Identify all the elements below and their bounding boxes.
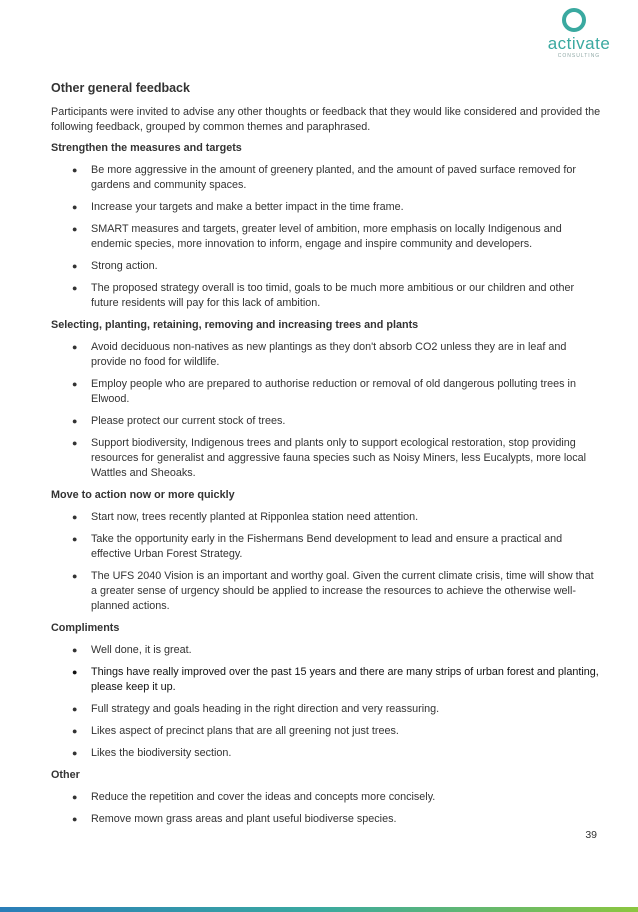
- bullet-icon: ●: [72, 283, 78, 293]
- list-item-text: Likes the biodiversity section.: [91, 747, 232, 759]
- list-item-text: Employ people who are prepared to authorise reduction or removal of old dangerous polluting trees in Elwood.: [91, 378, 576, 405]
- list-item: [51, 200, 601, 215]
- feedback-sections: [51, 141, 601, 827]
- list-item: [51, 724, 601, 739]
- bullet-icon: ●: [72, 416, 78, 426]
- bullet-icon: ●: [72, 261, 78, 271]
- intro-paragraph: Participants were invited to advise any other thoughts or feedback that they would like considered and provided the following feedback, grouped by common themes and paraphrased.: [51, 106, 601, 133]
- bullet-icon: ●: [72, 645, 78, 655]
- bullet-list: [51, 163, 601, 311]
- list-item: [51, 790, 601, 805]
- list-item-text: Be more aggressive in the amount of greenery planted, and the amount of paved surface removed for gardens and community spaces.: [91, 164, 576, 191]
- bullet-icon: ●: [72, 792, 78, 802]
- page-number: 39: [585, 829, 597, 841]
- list-item: [51, 510, 601, 525]
- list-item: [51, 702, 601, 717]
- list-item-text: SMART measures and targets, greater level of ambition, more emphasis on locally Indigenous and endemic species, more innovation to inform, engage and inspire community and developers.: [91, 223, 562, 250]
- list-item-text: Reduce the repetition and cover the ideas and concepts more concisely.: [91, 791, 436, 803]
- bullet-icon: ●: [72, 726, 78, 736]
- list-item: [51, 281, 601, 311]
- list-item: [51, 812, 601, 827]
- logo-ring-icon: [562, 8, 586, 32]
- list-item: [51, 222, 601, 252]
- list-item-text: Well done, it is great.: [91, 644, 192, 656]
- bullet-icon: ●: [72, 534, 78, 544]
- section-heading: Selecting, planting, retaining, removing and increasing trees and plants: [51, 319, 419, 331]
- bullet-list: [51, 510, 601, 614]
- list-item: [51, 746, 601, 761]
- list-item: [51, 665, 601, 695]
- list-item: [51, 163, 601, 193]
- bullet-list: [51, 643, 601, 761]
- bullet-icon: ●: [72, 512, 78, 522]
- bullet-icon: ●: [72, 224, 78, 234]
- footer-bar: [0, 907, 638, 912]
- bullet-icon: ●: [72, 342, 78, 352]
- list-item-text: The proposed strategy overall is too timid, goals to be much more ambitious or our children and other future residents will pay for this lack of ambition.: [91, 282, 575, 309]
- bullet-icon: ●: [72, 667, 78, 677]
- list-item: [51, 414, 601, 429]
- bullet-icon: ●: [72, 165, 78, 175]
- bullet-icon: ●: [72, 748, 78, 758]
- page-title: Other general feedback: [51, 81, 190, 95]
- list-item: [51, 377, 601, 407]
- list-item-text: Remove mown grass areas and plant useful biodiverse species.: [91, 813, 397, 825]
- list-item-text: Please protect our current stock of trees.: [91, 415, 286, 427]
- list-item: [51, 259, 601, 274]
- bullet-icon: ●: [72, 704, 78, 714]
- list-item: [51, 643, 601, 658]
- activate-consulting-logo: [538, 6, 620, 58]
- bullet-icon: ●: [72, 379, 78, 389]
- section-heading: Compliments: [51, 622, 120, 634]
- list-item-text: Likes aspect of precinct plans that are all greening not just trees.: [91, 725, 399, 737]
- list-item-text: Increase your targets and make a better impact in the time frame.: [91, 201, 404, 213]
- list-item-text: Things have really improved over the past 15 years and there are many strips of urban forest and planting, please keep it up.: [91, 666, 599, 693]
- bullet-icon: ●: [72, 571, 78, 581]
- bullet-icon: ●: [72, 202, 78, 212]
- list-item: [51, 436, 601, 481]
- list-item-text: The UFS 2040 Vision is an important and worthy goal. Given the current climate crisis, time will show that a greater sense of urgency should be applied to increase the resources to achieve the otherwise well-planned actions.: [91, 570, 594, 612]
- bullet-icon: ●: [72, 814, 78, 824]
- document-body: [51, 81, 601, 834]
- list-item-text: Support biodiversity, Indigenous trees and plants only to support ecological restoration, stop providing resources for generalist and aggressive fauna species such as Noisy Miners, less Eucalypts, more local Wattles and Sheoaks.: [91, 437, 587, 479]
- section-heading: Other: [51, 769, 80, 781]
- bullet-icon: ●: [72, 438, 78, 448]
- list-item-text: Strong action.: [91, 260, 158, 272]
- section-heading: Strengthen the measures and targets: [51, 142, 242, 154]
- list-item-text: Full strategy and goals heading in the right direction and very reassuring.: [91, 703, 440, 715]
- list-item: [51, 569, 601, 614]
- list-item: [51, 340, 601, 370]
- list-item-text: Avoid deciduous non-natives as new plantings as they don't absorb CO2 unless they are in leaf and provide no food for wildlife.: [91, 341, 567, 368]
- bullet-list: [51, 340, 601, 481]
- list-item-text: Start now, trees recently planted at Ripponlea station need attention.: [91, 511, 419, 523]
- section-heading: Move to action now or more quickly: [51, 489, 235, 501]
- bullet-list: [51, 790, 601, 827]
- list-item-text: Take the opportunity early in the Fishermans Bend development to lead and ensure a practical and effective Urban Forest Strategy.: [91, 533, 563, 560]
- list-item: [51, 532, 601, 562]
- logo-subtitle: CONSULTING: [557, 53, 601, 59]
- logo-wordmark: activate: [547, 34, 611, 53]
